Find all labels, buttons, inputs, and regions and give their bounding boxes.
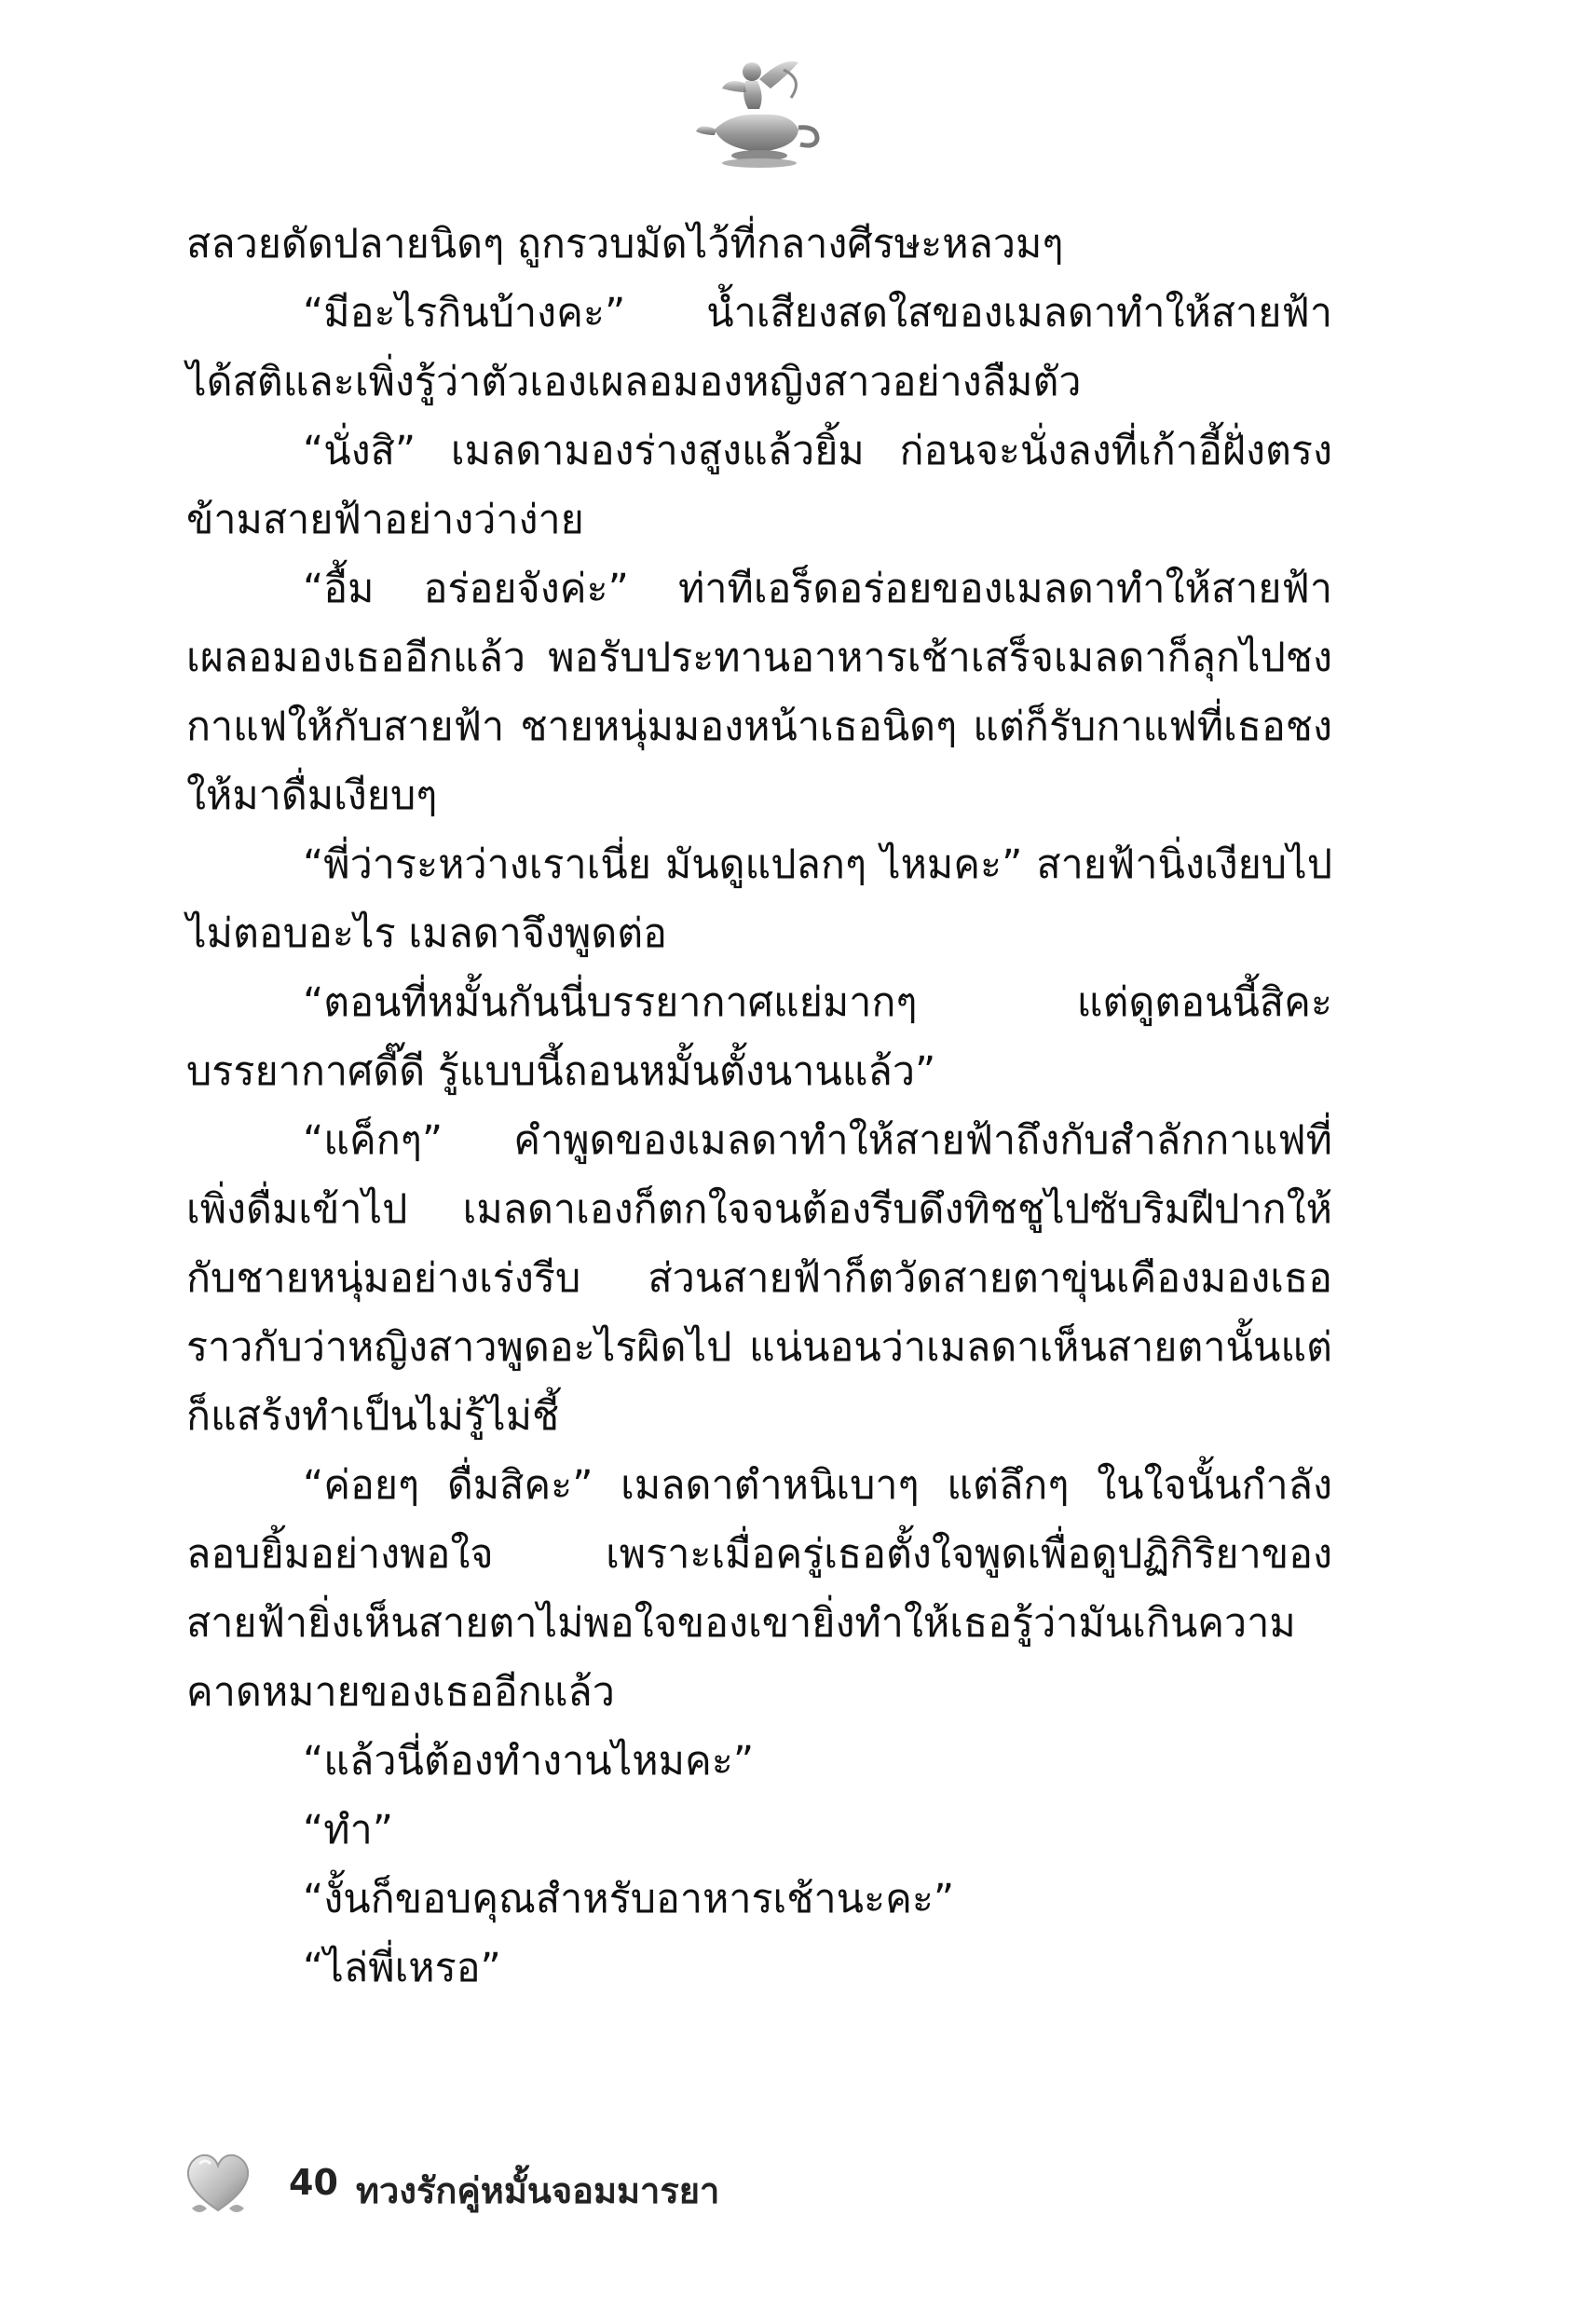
page-number: 40 — [289, 2162, 338, 2203]
book-title: ทวงรักคู่หมั้นจอมมารยา — [356, 2170, 720, 2211]
paragraph: “ทำ” — [303, 1807, 394, 1853]
paragraph: “นั่งสิ” เมลดามองร่างสูงแล้วยิ้ม ก่อนจะนั่งลงที่เก้าอี้ฝั่งตรงข้ามสายฟ้าอย่างว่าง่าย — [186, 428, 1332, 543]
paragraph: “แค็กๆ” คำพูดของเมลดาทำให้สายฟ้าถึงกับสำลักกาแฟที่เพิ่งดื่มเข้าไป เมลดาเองก็ตกใจจนต้องรีบดึงทิชชูไปซับริมฝีปากให้กับชายหนุ่มอย่างเร่งรีบ ส่วนสายฟ้าก็ตวัดสายตาขุ่นเคืองมองเธอราวกับว่าหญิงสาวพูดอะไรผิดไป แน่นอนว่าเมลดาเห็นสายตานั้นแต่ก็แสร้งทำเป็นไม่รู้ไม่ชี้ — [186, 1117, 1332, 1440]
paragraph: สลวยดัดปลายนิดๆ ถูกรวบมัดไว้ที่กลางศีรษะหลวมๆ — [186, 221, 1064, 267]
paragraph: “มีอะไรกินบ้างคะ” น้ำเสียงสดใสของเมลดาทำให้สายฟ้าได้สติและเพิ่งรู้ว่าตัวเองเผลอมองหญิงสาวอย่างลืมตัว — [186, 290, 1332, 405]
body-text — [186, 210, 1332, 2003]
paragraph: “ตอนที่หมั้นกันนี่บรรยากาศแย่มากๆ แต่ดูตอนนี้สิคะบรรยากาศดี๊ดี รู้แบบนี้ถอนหมั้นตั้งนานแล้ว” — [186, 979, 1332, 1095]
paragraph: “อื้ม อร่อยจังค่ะ” ท่าทีเอร็ดอร่อยของเมลดาทำให้สายฟ้าเผลอมองเธออีกแล้ว พอรับประทานอาหารเช้าเสร็จเมลดาก็ลุกไปชงกาแฟให้กับสายฟ้า ชายหนุ่มมองหน้าเธอนิดๆ แต่ก็รับกาแฟที่เธอชงให้มาดื่มเงียบๆ — [186, 566, 1332, 819]
paragraph: “แล้วนี่ต้องทำงานไหมคะ” — [303, 1738, 755, 1785]
paragraph: “ค่อยๆ ดื่มสิคะ” เมลดาตำหนิเบาๆ แต่ลึกๆ ในใจนั้นกำลังลอบยิ้มอย่างพอใจ เพราะเมื่อครู่เธอตั้งใจพูดเพื่อดูปฏิกิริยาของสายฟ้ายิ่งเห็นสายตาไม่พอใจของเขายิ่งทำให้เธอรู้ว่ามันเกินความคาดหมายของเธออีกแล้ว — [186, 1462, 1332, 1716]
paragraph: “ไล่พี่เหรอ” — [303, 1945, 501, 1991]
paragraph: “งั้นก็ขอบคุณสำหรับอาหารเช้านะคะ” — [303, 1876, 955, 1922]
paragraph: “พี่ว่าระหว่างเราเนี่ย มันดูแปลกๆ ไหมคะ” สายฟ้านิ่งเงียบไปไม่ตอบอะไร เมลดาจึงพูดต่อ — [186, 841, 1332, 957]
page-footer — [179, 2143, 1017, 2227]
cupid-teapot-icon — [694, 51, 825, 172]
heart-icon — [179, 2143, 257, 2222]
